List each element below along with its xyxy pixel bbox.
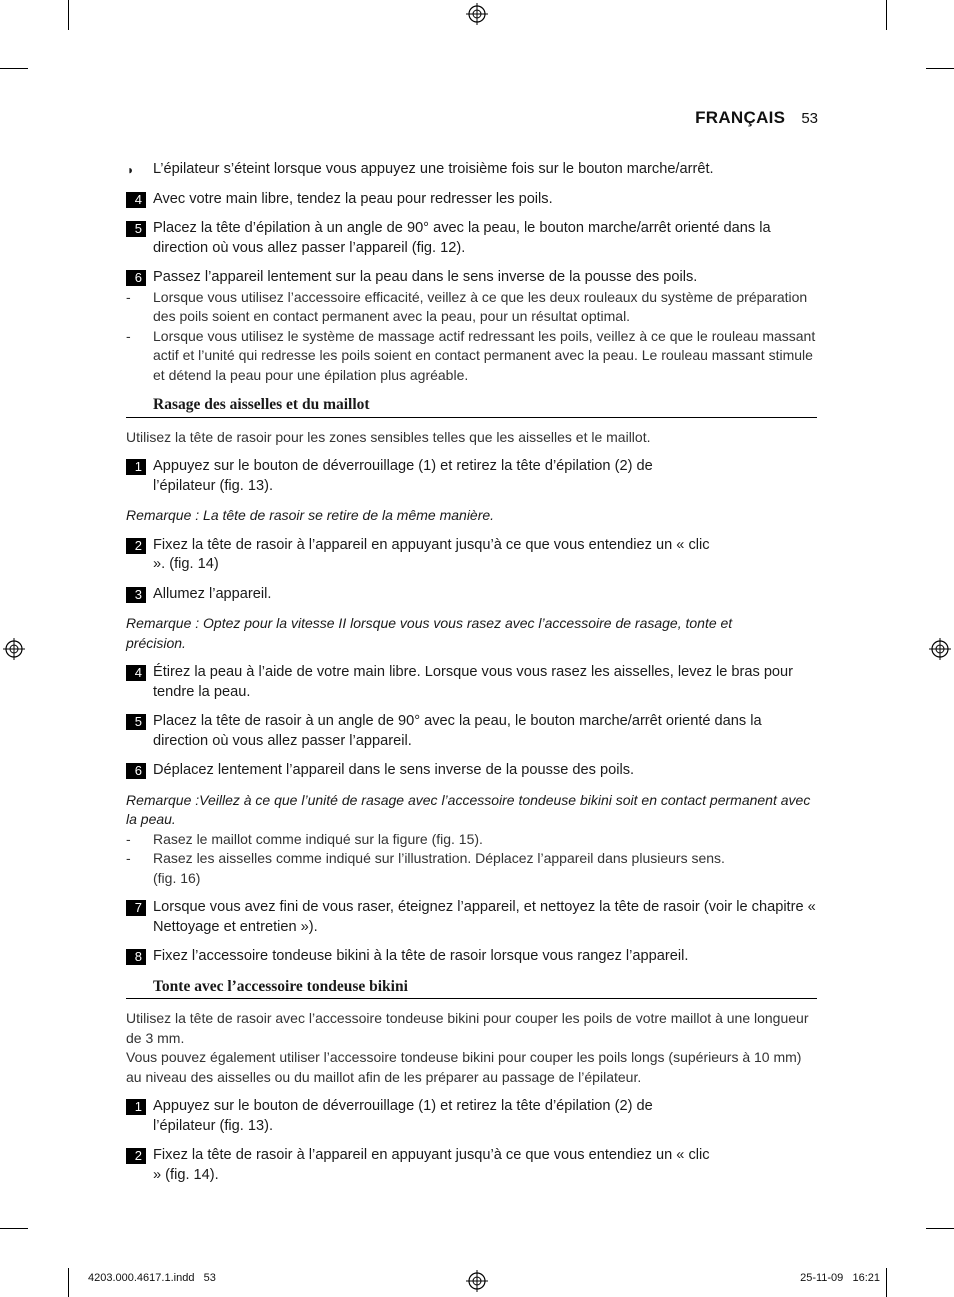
step-text: Appuyez sur le bouton de déverrouillage (1) et retirez la tête d’épilation (2) de l’épilateur (fig. 13). <box>153 458 653 494</box>
note: Remarque : La tête de rasoir se retire de la même manière. <box>126 507 495 523</box>
crop-mark <box>68 1268 69 1297</box>
step-item <box>126 663 817 702</box>
step-item <box>126 268 817 288</box>
dash-text: Rasez les aisselles comme indiqué sur l’illustration. Déplacez l’appareil dans plusieurs sens. (fig. 16) <box>153 850 725 886</box>
step-number: 4 <box>126 192 146 208</box>
section-heading: Tonte avec l’accessoire tondeuse bikini <box>126 977 817 1000</box>
step-number: 6 <box>126 763 146 779</box>
section-heading: Rasage des aisselles et du maillot <box>126 395 817 418</box>
step-item <box>126 761 817 781</box>
step-number: 5 <box>126 221 146 237</box>
crop-mark <box>926 68 954 69</box>
dash-item: - Lorsque vous utilisez le système de massage actif redressant les poils, veillez à ce que le rouleau massant actif et l’unité qui redresse les poils soient en contact permanent avec la peau. Le rouleau massant stimule et détend la peau pour une épilation plus agréable. <box>126 327 816 383</box>
crop-mark <box>886 1268 887 1297</box>
step-text: Placez la tête d’épilation à un angle de 90° avec la peau, le bouton marche/arrêt orienté dans la direction où vous allez passer l’appareil (fig. 12). <box>153 220 771 256</box>
crop-mark <box>886 0 887 30</box>
page-header <box>695 108 818 128</box>
step-text: Fixez l’accessoire tondeuse bikini à la tête de rasoir lorsque vous rangez l’appareil. <box>153 948 689 964</box>
bullet-text: L’épilateur s’éteint lorsque vous appuyez une troisième fois sur le bouton marche/arrêt. <box>153 161 714 177</box>
registration-mark-icon <box>929 638 951 660</box>
step-number: 1 <box>126 459 146 475</box>
dash-item: - Lorsque vous utilisez l’accessoire efficacité, veillez à ce que les deux rouleaux du système de préparation des poils soient en contact permanent avec la peau, pour un résultat optimal. <box>126 288 808 324</box>
step-text: Passez l’appareil lentement sur la peau dans le sens inverse de la pousse des poils. <box>153 269 698 285</box>
note: Remarque : Optez pour la vitesse II lorsque vous vous rasez avec l’accessoire de rasage, tonte et précision. <box>126 615 733 651</box>
language-heading: FRANÇAIS <box>695 108 786 127</box>
step-item <box>126 190 817 210</box>
step-text: Étirez la peau à l’aide de votre main libre. Lorsque vous vous rasez les aisselles, levez le bras pour tendre la peau. <box>153 664 794 700</box>
step-number: 3 <box>126 587 146 603</box>
crop-mark <box>0 68 28 69</box>
step-item <box>126 536 817 575</box>
document-body <box>126 160 817 1185</box>
step-item <box>126 219 817 258</box>
step-text: Fixez la tête de rasoir à l’appareil en appuyant jusqu’à ce que vous entendiez un « clic ». (fig. 14) <box>153 536 710 572</box>
step-item <box>126 1146 817 1185</box>
crop-mark <box>68 0 69 30</box>
step-item <box>126 712 817 751</box>
dash-text: Lorsque vous utilisez l’accessoire efficacité, veillez à ce que les deux rouleaux du système de préparation des poils soient en contact permanent avec la peau, pour un résultat optimal. <box>153 288 808 324</box>
registration-mark-icon <box>3 638 25 660</box>
step-text: Placez la tête de rasoir à un angle de 90° avec la peau, le bouton marche/arrêt orienté dans la direction où vous allez passer l’appareil. <box>153 713 762 749</box>
dash-item: - Rasez les aisselles comme indiqué sur l’illustration. Déplacez l’appareil dans plusieurs sens. (fig. 16) <box>126 850 725 886</box>
paragraph: Utilisez la tête de rasoir pour les zones sensibles telles que les aisselles et le maillot. <box>126 428 651 445</box>
step-text: Avec votre main libre, tendez la peau pour redresser les poils. <box>153 190 553 207</box>
dash-text: Lorsque vous utilisez le système de massage actif redressant les poils, veillez à ce que le rouleau massant actif et l’unité qui redresse les poils soient en contact permanent avec la peau. Le rouleau massant stimule et détend la peau pour une épilation plus agréable. <box>153 327 816 383</box>
footer-file-name: 4203.000.4617.1.indd 53 <box>88 1272 216 1284</box>
page-number: 53 <box>801 110 818 127</box>
step-number: 8 <box>126 949 146 965</box>
dash-text: Rasez le maillot comme indiqué sur la figure (fig. 15). <box>153 830 483 847</box>
crop-mark <box>926 1228 954 1229</box>
crop-mark <box>0 1228 28 1229</box>
step-number: 4 <box>126 665 146 681</box>
step-text: Fixez la tête de rasoir à l’appareil en appuyant jusqu’à ce que vous entendiez un « clic » (fig. 14). <box>153 1147 710 1183</box>
step-text: Déplacez lentement l’appareil dans le sens inverse de la pousse des poils. <box>153 762 635 778</box>
step-number: 5 <box>126 714 146 730</box>
step-number: 1 <box>126 1099 146 1115</box>
step-text: Lorsque vous avez fini de vous raser, éteignez l’appareil, et nettoyez la tête de rasoir (voir le chapitre « Nettoyage et entretien »). <box>153 899 816 935</box>
bullet-icon: ◗ <box>127 163 135 177</box>
step-item <box>126 585 817 605</box>
step-number: 2 <box>126 538 146 554</box>
note: Remarque :Veillez à ce que l’unité de rasage avec l’accessoire tondeuse bikini soit en contact permanent avec la peau. <box>126 791 811 827</box>
step-text: Allumez l’appareil. <box>153 585 272 602</box>
step-number: 7 <box>126 900 146 916</box>
step-item <box>126 1097 817 1136</box>
bullet-item <box>126 160 817 180</box>
paragraph: Vous pouvez également utiliser l’accessoire tondeuse bikini pour couper les poils longs (supérieurs à 10 mm) au niveau des aisselles ou du maillot afin de les préparer au passage de l’épilateur. <box>126 1049 802 1085</box>
paragraph: Utilisez la tête de rasoir avec l’accessoire tondeuse bikini pour couper les poils de votre maillot à une longueur de 3 mm. <box>126 1010 809 1046</box>
step-text: Appuyez sur le bouton de déverrouillage (1) et retirez la tête d’épilation (2) de l’épilateur (fig. 13). <box>153 1098 653 1134</box>
step-item <box>126 898 817 937</box>
dash-item: - Rasez le maillot comme indiqué sur la figure (fig. 15). <box>126 830 483 847</box>
step-number: 6 <box>126 270 146 286</box>
registration-mark-icon <box>466 1270 488 1292</box>
step-number: 2 <box>126 1148 146 1164</box>
step-item <box>126 947 817 967</box>
footer-datetime: 25-11-09 16:21 <box>800 1272 880 1284</box>
step-item <box>126 457 817 496</box>
registration-mark-icon <box>466 3 488 25</box>
